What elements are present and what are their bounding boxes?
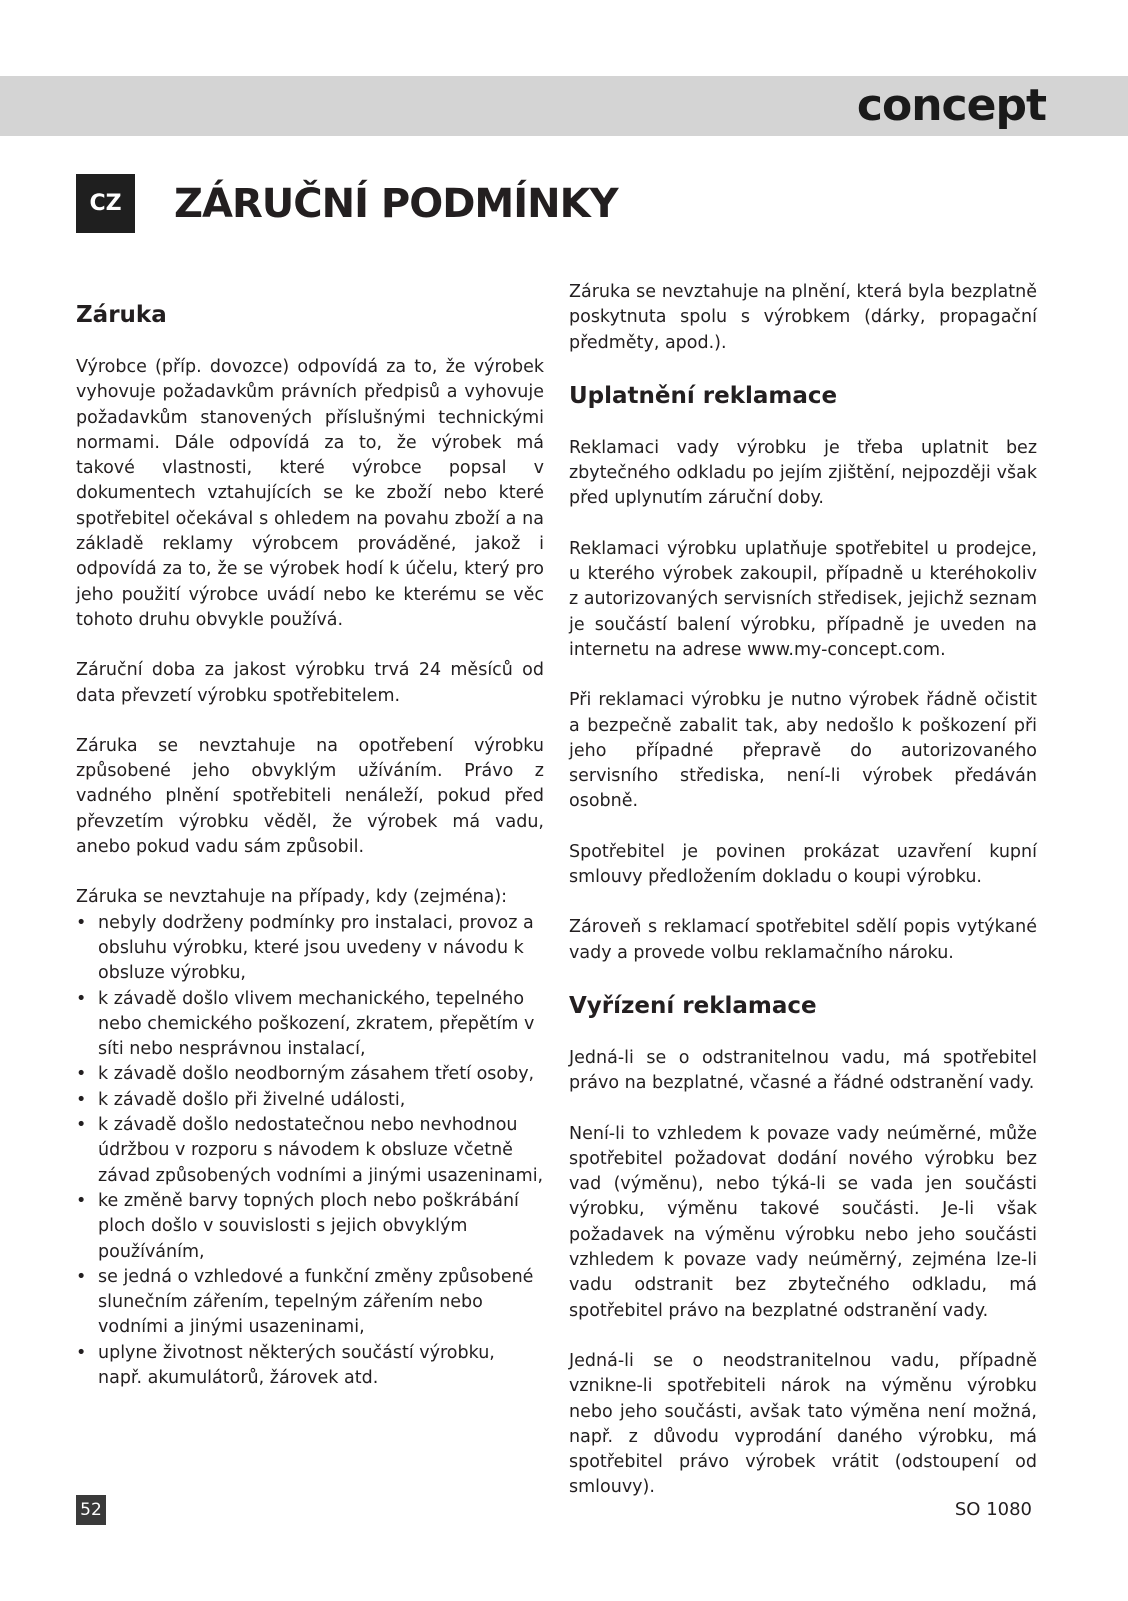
page-number: 52 xyxy=(76,1495,106,1525)
list-item: • ke změně barvy topných ploch nebo poškrábání ploch došlo v souvislosti s jejich obvyklým používáním, xyxy=(76,1189,544,1265)
page-title: ZÁRUČNÍ PODMÍNKY xyxy=(174,181,618,227)
model-number: SO 1080 xyxy=(954,1499,1032,1520)
list-item: • se jedná o vzhledové a funkční změny způsobené slunečním zářením, tepelným zářením nebo vodními a jinými usazeninami, xyxy=(76,1265,544,1341)
exclusions-list xyxy=(76,911,544,1392)
right-column xyxy=(569,280,1037,1501)
list-item: • k závadě došlo nedostatečnou nebo nevhodnou údržbou v rozporu s návodem k obsluze včetně závad způsobených vodními a jinými usazeninami, xyxy=(76,1113,544,1189)
brand-logo: concept xyxy=(856,80,1046,131)
list-item: • uplyne životnost některých součástí výrobku, např. akumulátorů, žárovek atd. xyxy=(76,1341,544,1392)
language-badge: CZ xyxy=(76,174,135,233)
list-item: • k závadě došlo neodborným zásahem třetí osoby, xyxy=(76,1062,544,1087)
paragraph: Při reklamaci výrobku je nutno výrobek řádně očistit a bezpečně zabalit tak, aby nedošlo k poškození při jeho případné přepravě do autorizovaného servisního střediska, není-li výrobek předáván osobně. xyxy=(569,690,1037,812)
section-heading-vyrizeni: Vyřízení reklamace xyxy=(569,992,817,1019)
left-column xyxy=(76,300,544,1391)
paragraph: Spotřebitel je povinen prokázat uzavření kupní smlouvy předložením dokladu o koupi výrobku. xyxy=(569,841,1037,888)
paragraph: Záruka se nevztahuje na plnění, která byla bezplatně poskytnuta spolu s výrobkem (dárky, propagační předměty, apod.). xyxy=(569,282,1037,353)
paragraph: Není-li to vzhledem k povaze vady neúměrné, může spotřebitel požadovat dodání nového výrobku bez vad (výměnu), nebo týká-li se vada jen součásti výrobku, výměnu takové součásti. Je-li však požadavek na výměnu výrobku nebo jeho součásti vzhledem k povaze vady neúměrný, zejména lze-li vadu odstranit bez zbytečného odkladu, má spotřebitel právo na bezplatné odstranění vady. xyxy=(569,1123,1037,1321)
paragraph: Záruční doba za jakost výrobku trvá 24 měsíců od data převzetí výrobku spotřebitelem. xyxy=(76,660,544,706)
list-intro: Záruka se nevztahuje na případy, kdy (zejména): xyxy=(76,887,508,908)
paragraph: Reklamaci výrobku uplatňuje spotřebitel u prodejce, u kterého výrobek zakoupil, případně u kteréhokoliv z autorizovaných servisních středisek, jejichž seznam je součástí balení výrobku, případně je uveden na internetu na adrese www.my-concept.com. xyxy=(569,538,1037,660)
paragraph: Záruka se nevztahuje na opotřebení výrobku způsobené jeho obvyklým užíváním. Právo z vadného plnění spotřebiteli nenáleží, pokud před převzetím výrobku věděl, že výrobek má vadu, anebo pokud vadu sám způsobil. xyxy=(76,735,544,858)
paragraph: Jedná-li se o odstranitelnou vadu, má spotřebitel právo na bezplatné, včasné a řádné odstranění vady. xyxy=(569,1047,1037,1094)
list-item: • k závadě došlo při živelné události, xyxy=(76,1088,544,1113)
paragraph: Zároveň s reklamací spotřebitel sdělí popis vytýkané vady a provede volbu reklamačního nároku. xyxy=(569,917,1037,963)
list-item: • k závadě došlo vlivem mechanického, tepelného nebo chemického poškození, zkratem, přepětím v síti nebo nesprávnou instalací, xyxy=(76,987,544,1063)
list-item: • nebyly dodrženy podmínky pro instalaci, provoz a obsluhu výrobku, které jsou uvedeny v návodu k obsluze výrobku, xyxy=(76,911,544,987)
section-heading-uplatneni: Uplatnění reklamace xyxy=(569,382,838,409)
paragraph: Výrobce (příp. dovozce) odpovídá za to, že výrobek vyhovuje požadavkům právních předpisů a vyhovuje požadavkům stanovených příslušnými technickými normami. Dále odpovídá za to, že výrobek má takové vlastnosti, které výrobce popsal v dokumentech vztahujících se ke zboží nebo které spotřebitel očekával s ohledem na povahu zboží a na základě reklamy výrobcem prováděné, jakož i odpovídá za to, že se výrobek hodí k účelu, který pro jeho použití výrobce uvádí nebo ke kterému se věc tohoto druhu obvykle používá. xyxy=(76,357,544,630)
section-heading-zaruka: Záruka xyxy=(76,302,167,328)
paragraph: Jedná-li se o neodstranitelnou vadu, případně vznikne-li spotřebiteli nárok na výměnu výrobku nebo jeho součásti, avšak tato výměna není možná, např. z důvodu vyprodání daného výrobku, má spotřebitel právo výrobek vrátit (odstoupení od smlouvy). xyxy=(569,1350,1037,1498)
paragraph: Reklamaci vady výrobku je třeba uplatnit bez zbytečného odkladu po jejím zjištění, nejpozději však před uplynutím záruční doby. xyxy=(569,437,1037,509)
